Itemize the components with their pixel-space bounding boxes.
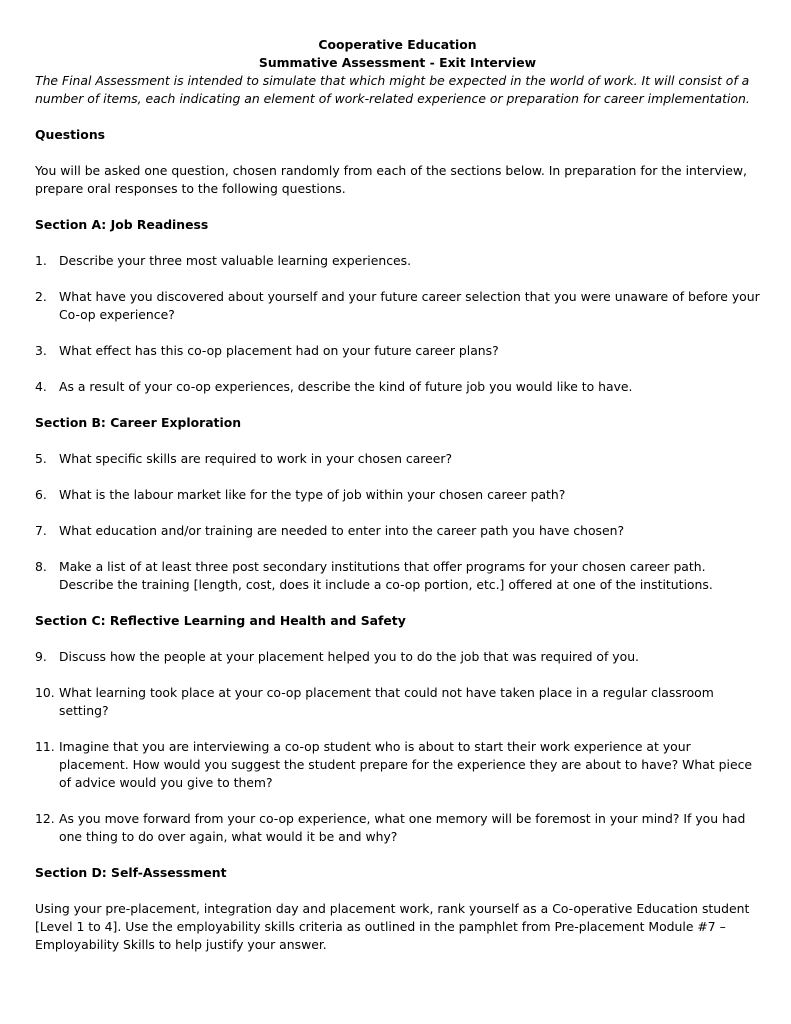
question-number: 1. <box>35 253 47 268</box>
question-number: 3. <box>35 343 47 358</box>
section-b-heading: Section B: Career Exploration <box>35 415 242 430</box>
question-text: As you move forward from your co-op experience, what one memory will be foremost in your mind? If you had one thing to do over again, what would it be and why? <box>59 811 746 844</box>
question-number: 2. <box>35 289 47 304</box>
section-a-questions <box>35 252 760 396</box>
section-d-heading: Section D: Self-Assessment <box>35 865 227 880</box>
question-number: 8. <box>35 559 47 574</box>
question-item <box>35 252 760 270</box>
section-c-heading: Section C: Reflective Learning and Health and Safety <box>35 613 406 628</box>
question-item <box>35 648 760 666</box>
question-text: Make a list of at least three post secondary institutions that offer programs for your chosen career path. Describe the training [length, cost, does it include a co-op portion, etc.] offered at one of the institutions. <box>59 559 713 592</box>
question-text: What is the labour market like for the type of job within your chosen career path? <box>59 487 566 502</box>
intro-paragraph: The Final Assessment is intended to simulate that which might be expected in the world of work. It will consist of a number of items, each indicating an element of work-related experience or preparation for career implementation. <box>35 73 750 106</box>
question-number: 6. <box>35 487 47 502</box>
section-a-heading: Section A: Job Readiness <box>35 217 209 232</box>
question-item <box>35 522 760 540</box>
section-b-questions <box>35 450 760 594</box>
section-c-questions <box>35 648 760 846</box>
question-item <box>35 558 760 594</box>
question-text: What learning took place at your co-op placement that could not have taken place in a regular classroom setting? <box>59 685 714 718</box>
document-subtitle: Summative Assessment - Exit Interview <box>258 55 537 70</box>
question-number: 7. <box>35 523 47 538</box>
question-text: Imagine that you are interviewing a co-op student who is about to start their work experience at your placement. How would you suggest the student prepare for the experience they are about to have? What piece of advice would you give to them? <box>59 739 753 790</box>
question-number: 5. <box>35 451 47 466</box>
document-title: Cooperative Education <box>318 37 477 52</box>
question-text: What education and/or training are needed to enter into the career path you have chosen? <box>59 523 625 538</box>
question-text: What effect has this co-op placement had on your future career plans? <box>59 343 499 358</box>
document-page <box>35 36 760 972</box>
question-number: 11. <box>35 739 55 754</box>
instructions-paragraph: You will be asked one question, chosen randomly from each of the sections below. In preparation for the interview, prepare oral responses to the following questions. <box>35 163 747 196</box>
question-number: 12. <box>35 811 55 826</box>
title-block <box>35 36 760 72</box>
question-text: What have you discovered about yourself and your future career selection that you were unaware of before your Co-op experience? <box>59 289 760 322</box>
questions-heading: Questions <box>35 127 106 142</box>
question-number: 9. <box>35 649 47 664</box>
closing-paragraph: Using your pre-placement, integration day and placement work, rank yourself as a Co-operative Education student [Level 1 to 4]. Use the employability skills criteria as outlined in the pamphlet from Pre-placement Module #7 – Employability Skills to help justify your answer. <box>35 901 750 952</box>
question-item <box>35 288 760 324</box>
question-number: 10. <box>35 685 55 700</box>
question-item <box>35 342 760 360</box>
question-item <box>35 450 760 468</box>
question-text: What specific skills are required to work in your chosen career? <box>59 451 453 466</box>
question-item <box>35 378 760 396</box>
question-item <box>35 738 760 792</box>
question-text: As a result of your co-op experiences, describe the kind of future job you would like to have. <box>59 379 633 394</box>
question-text: Describe your three most valuable learning experiences. <box>59 253 412 268</box>
question-text: Discuss how the people at your placement helped you to do the job that was required of you. <box>59 649 639 664</box>
question-item <box>35 810 760 846</box>
question-item <box>35 684 760 720</box>
question-item <box>35 486 760 504</box>
question-number: 4. <box>35 379 47 394</box>
